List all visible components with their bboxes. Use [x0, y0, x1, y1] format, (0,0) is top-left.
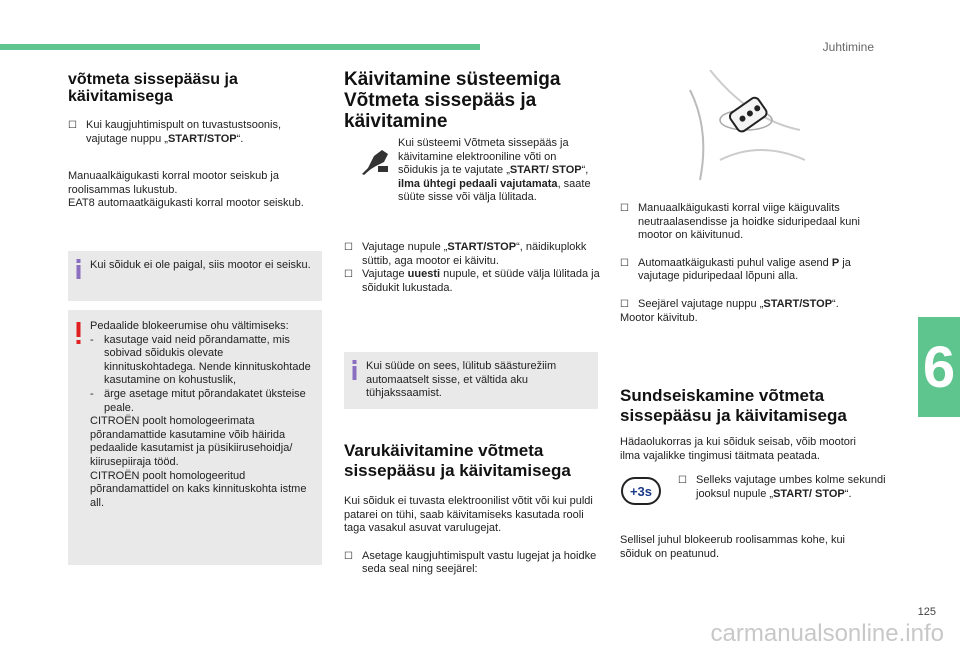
page-number: 125 — [917, 606, 936, 618]
left-warning-box: Pedaalide blokeerumise ohu vältimiseks: - kasutage vaid neid põrandamatte, mis sobivad sõidukis olevate kinnituskohtadega. Nende kinnituskohtade kasutamine on kohustuslik, - ärge asetage mitut põrandakatet üksteise peale. CITROËN poolt homologeerimata põrandamattide kasutamine võib häirida pedaalide kasutamist ja püsikiirusehoidja/ kiirusepiiraja tööd. CITROËN poolt homologeeritud põrandamattidel on kaks kinnituskohta istme all. — [68, 310, 322, 565]
left-title: võtmeta sissepääsu ja käivitamisega — [68, 71, 238, 105]
left-column — [68, 71, 324, 211]
right-line-after: Mootor käivitub. — [620, 311, 698, 324]
middle-intro: Kui süsteemi Võtmeta sissepääs ja käivitamine elektrooniline võti on sõidukis ja te vajutate „START/ STOP“, ilma ühtegi pedaali vajutamata, saate süüte sisse või välja lülitada. — [398, 137, 591, 204]
middle-title: Käivitamine süsteemiga Võtmeta sissepääs ja käivitamine — [344, 69, 561, 132]
middle-bullet-3: ☐ Asetage kaugjuhtimispult vastu lugejat ja hoidke seda seal ning seejärel: — [344, 549, 597, 576]
middle-para: Kui sõiduk ei tuvasta elektroonilist võtit või kui puldi patarei on tühi, saab käivitamiseks kasutada rooli taga vasakul asuvat varulugejat. — [344, 495, 593, 535]
right-para-2: Sellisel juhul blokeerub roolisammas kohe, kui sõiduk on peatunud. — [620, 534, 846, 560]
bullet-marker-icon: ☐ — [344, 550, 353, 562]
right-bullet-1: ☐ Manuaalkäigukasti korral viige käiguvalits neutraalasendisse ja hoidke siduripedaal kuni mootor on käivitunud. — [620, 202, 860, 242]
right-para: Hädaolukorras ja kui sõiduk seisab, võib mootori ilma vajalikke tingimusi täitmata peatada. — [620, 436, 857, 462]
left-info-box: Kui sõiduk ei ole paigal, siis mootor ei seisku. — [68, 251, 322, 301]
middle-bullet-1: ☐ Vajutage nupule „START/STOP“, näidikuplokk süttib, aga mootor ei käivitu. — [344, 241, 587, 267]
right-bullet-2: ☐ Automaatkäigukasti puhul valige asend P ja vajutage piduripedaal lõpuni alla. — [620, 256, 851, 283]
left-para-2: EAT8 automaatkäigukasti korral mootor seiskub. — [68, 197, 304, 210]
warning-item-2: - ärge asetage mitut põrandakatet üksteise peale. — [90, 387, 306, 414]
middle-bullet-2: ☐ Vajutage uuesti nupule, et süüde välja lülitada ja sõidukit lukustada. — [344, 268, 600, 294]
running-header: Juhtimine — [822, 40, 874, 54]
middle-info-box: Kui süüde on sees, lülitub säästurežiim automaatselt sisse, et vältida aku tühjakssaamist. — [344, 352, 598, 409]
warning-item-1: - kasutage vaid neid põrandamatte, mis sobivad sõidukis olevate kinnituskohtadega. Nende kinnituskohtade kasutamine on kohustuslik, — [90, 333, 311, 387]
middle-title-2: Varukäivitamine võtmeta sissepääsu ja käivitamisega — [344, 441, 571, 480]
right-bullet-3: ☐ Seejärel vajutage nuppu „START/STOP“. — [620, 297, 839, 310]
warning-icon — [74, 322, 83, 344]
bullet-marker-icon: ☐ — [678, 475, 687, 486]
right-title: Sundseiskamine võtmeta sissepääsu ja käivitamisega — [620, 386, 847, 425]
bullet-marker-icon: ☐ — [68, 120, 77, 131]
bullet-marker-icon: ☐ — [620, 298, 629, 310]
right-column — [620, 202, 876, 325]
middle-section-2 — [344, 441, 600, 577]
middle-column — [344, 69, 600, 132]
bullet-marker-icon: ☐ — [344, 242, 353, 253]
bullet-marker-icon: ☐ — [620, 257, 629, 269]
middle-bullets — [344, 241, 600, 295]
bullet-marker-icon: ☐ — [344, 269, 353, 281]
info-icon — [74, 259, 83, 279]
steering-column-reader-illustration — [680, 70, 810, 185]
left-para-1: Manuaalkäigukasti korral mootor seiskub ja roolisammas lukustub. — [68, 170, 279, 196]
info-icon — [350, 360, 359, 380]
right-section-2 — [620, 386, 876, 463]
keyless-start-icon — [360, 146, 392, 176]
section-color-bar — [0, 44, 480, 50]
three-seconds-icon: +3s — [621, 477, 661, 505]
right-bullet-4: ☐ Selleks vajutage umbes kolme sekundi jooksul nupule „START/ STOP“. — [678, 474, 886, 500]
watermark: carmanualsonline.info — [710, 620, 944, 647]
left-bullet-1: ☐ Kui kaugjuhtimispult on tuvastustsoonis, vajutage nuppu „START/STOP“. — [68, 119, 282, 145]
bullet-marker-icon: ☐ — [620, 203, 629, 214]
chapter-tab: 6 — [918, 317, 960, 417]
